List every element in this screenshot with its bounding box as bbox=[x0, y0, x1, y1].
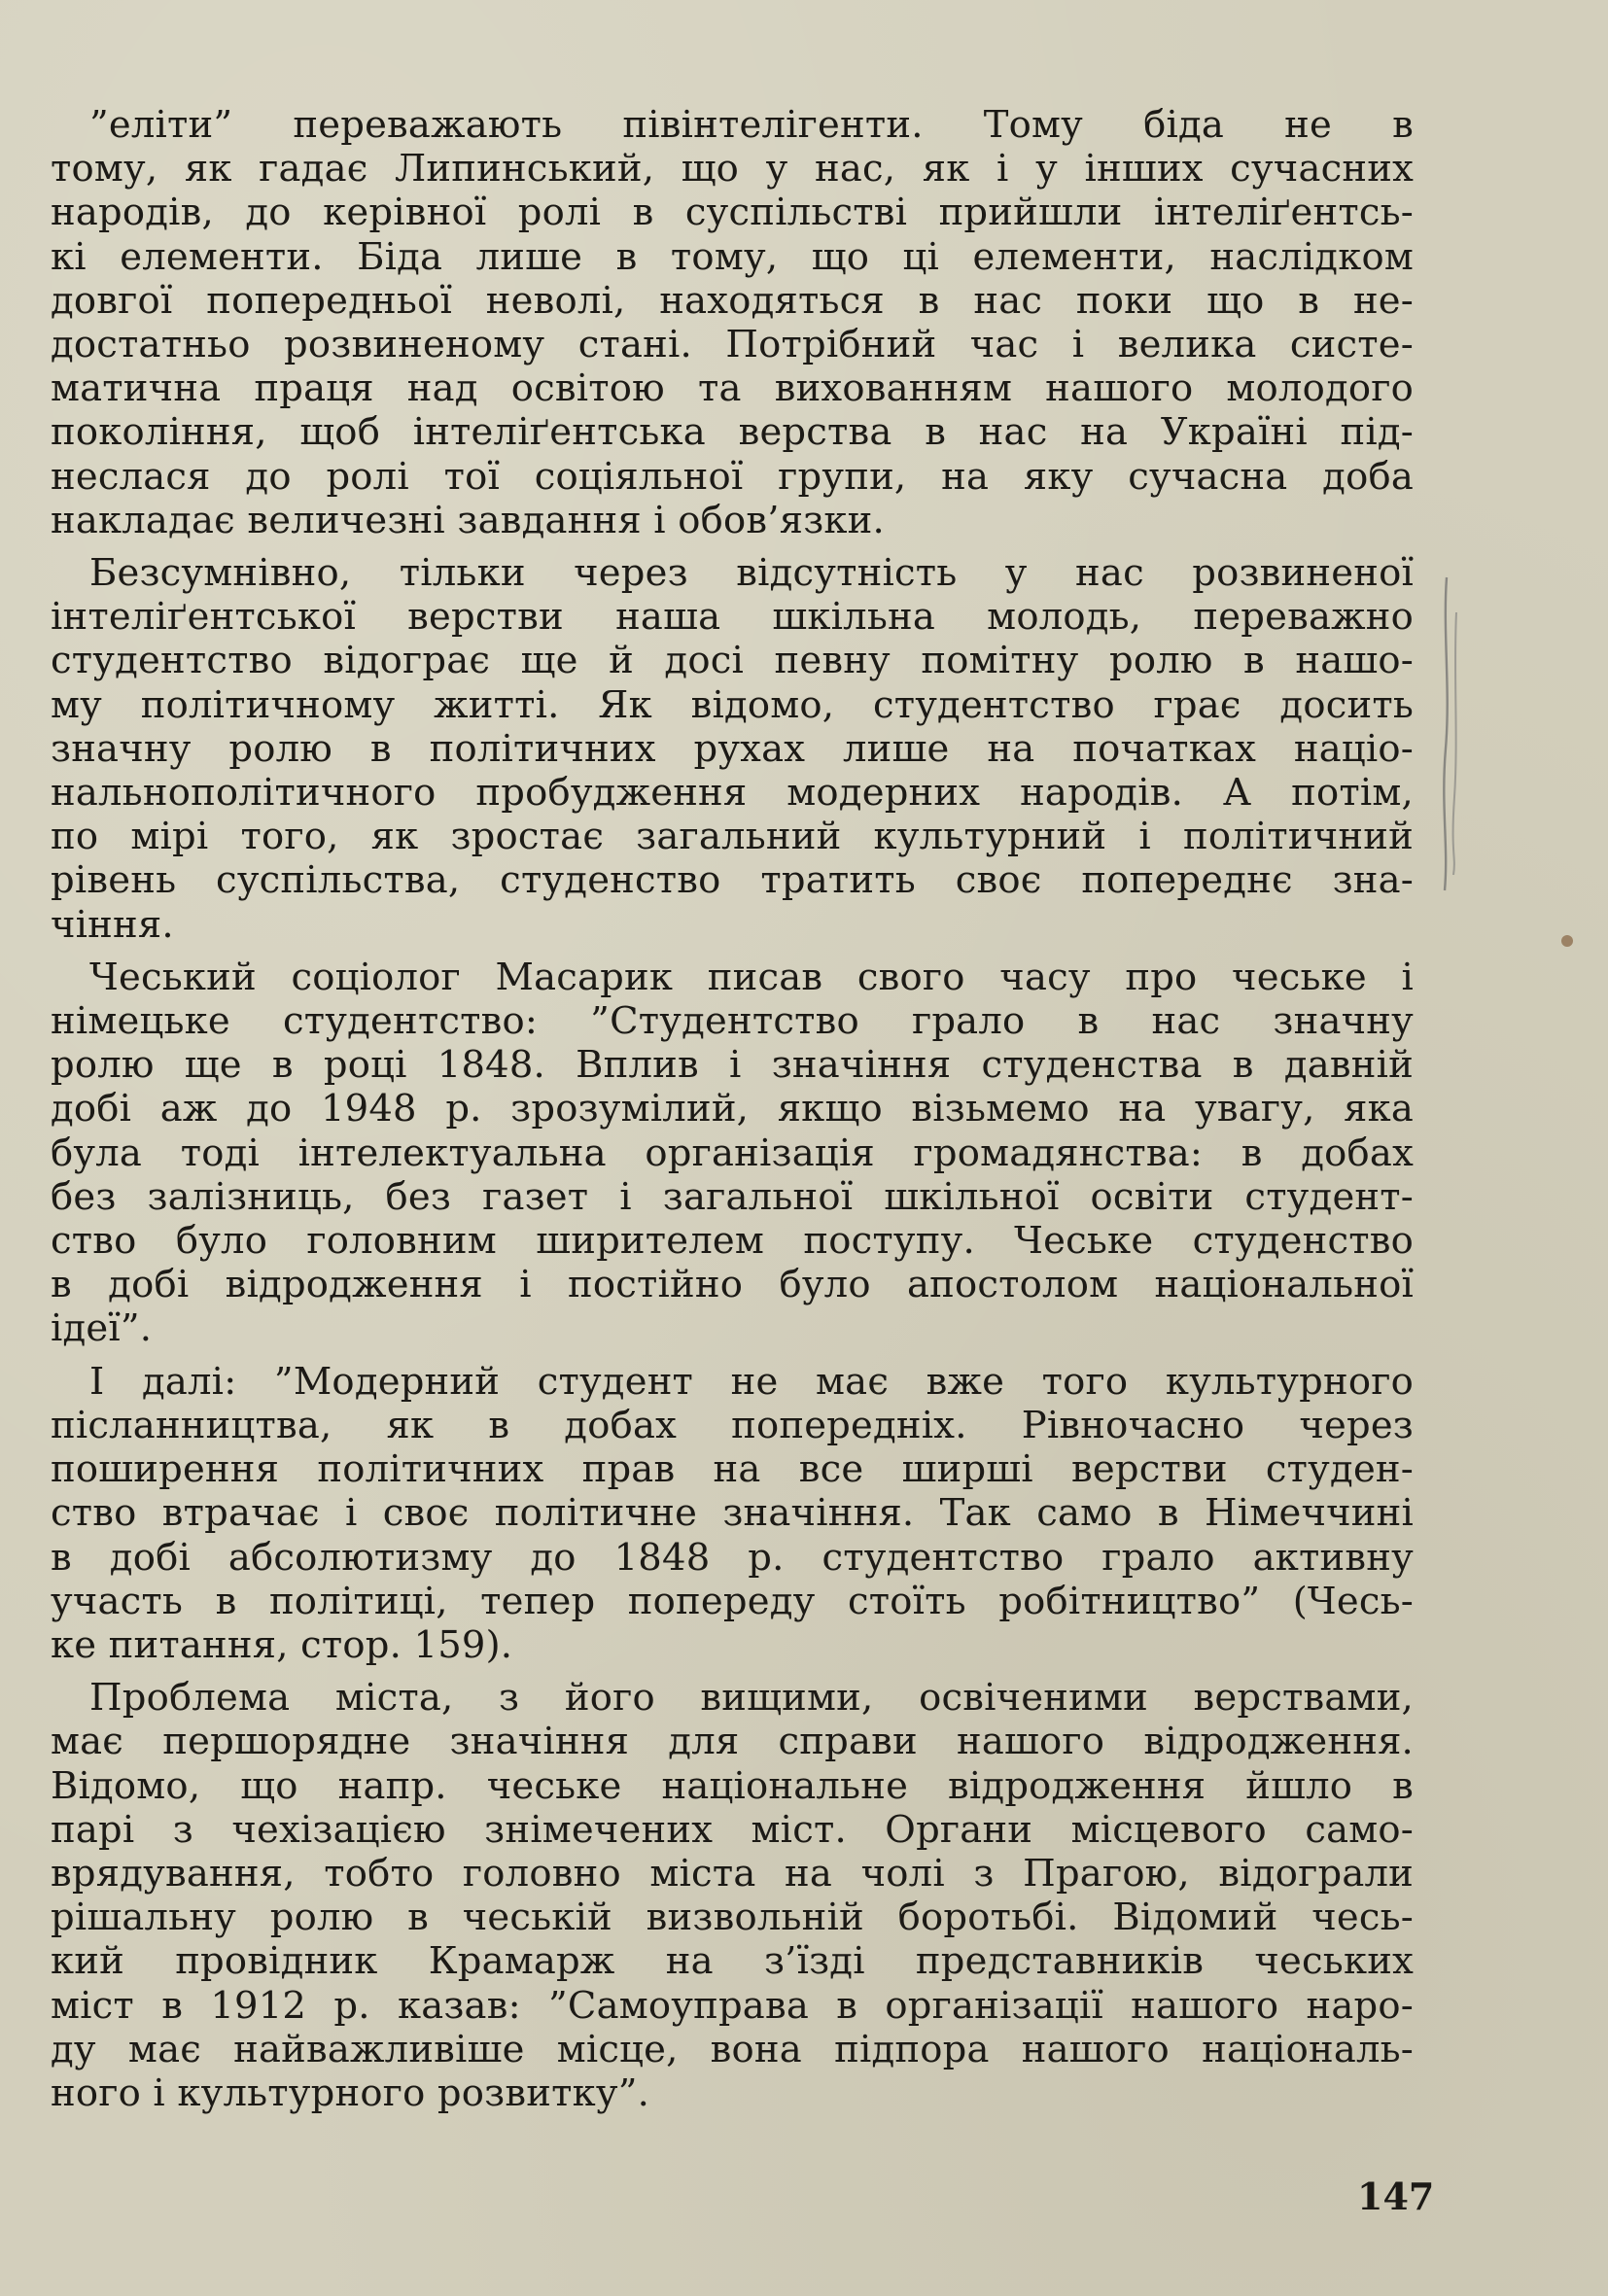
text-line: неслася до ролі тої соціяльної групи, на яку сучасна доба bbox=[51, 454, 1414, 499]
page-number: 147 bbox=[1357, 2174, 1435, 2218]
text-line: по мірі того, як зростає загальний культурний і політичний bbox=[51, 815, 1414, 859]
text-line: має першорядне значіння для справи нашого відродження. bbox=[51, 1720, 1414, 1764]
text-line: рівень суспільства, студенство тратить своє попереднє зна- bbox=[51, 858, 1414, 903]
paragraph bbox=[51, 551, 1414, 947]
text-line: ролю ще в році 1848. Вплив і значіння студенства в давній bbox=[51, 1043, 1414, 1088]
text-line: Відомо, що напр. чеське національне відродження йшло в bbox=[51, 1763, 1414, 1808]
text-line: в добі відродження і постійно було апостолом національної bbox=[51, 1263, 1414, 1307]
text-line: добі аж до 1948 р. зрозумілий, якщо візьмемо на увагу, яка bbox=[51, 1087, 1414, 1131]
text-line: кий провідник Крамарж на з’їзді представників чеських bbox=[51, 1939, 1414, 1984]
text-line: була тоді інтелектуальна організація громадянства: в добах bbox=[51, 1131, 1414, 1175]
text-line: Безсумнівно, тільки через відсутність у нас розвиненої bbox=[89, 551, 1414, 596]
text-line: рішальну ролю в чеській визвольній боротьбі. Відомий чесь- bbox=[51, 1896, 1414, 1940]
paragraph bbox=[51, 956, 1414, 1351]
paper-stain bbox=[1561, 935, 1573, 947]
text-line: німецьке студентство: ”Студентство грало в нас значну bbox=[51, 999, 1414, 1044]
text-line: ідеї”. bbox=[51, 1306, 153, 1351]
text-line: інтеліґентської верстви наша шкільна молодь, переважно bbox=[51, 595, 1414, 640]
text-line: достатньо розвиненому стані. Потрібний час і велика систе- bbox=[51, 323, 1414, 367]
text-line: тому, як гадає Липинський, що у нас, як і у інших сучасних bbox=[51, 147, 1414, 191]
text-line: ство було головним ширителем поступу. Чеське студенство bbox=[51, 1219, 1414, 1264]
text-line: без залізниць, без газет і загальної шкільної освіти студент- bbox=[51, 1174, 1414, 1219]
body-text bbox=[51, 103, 1414, 2115]
text-line: І далі: ”Модерний студент не має вже того культурного bbox=[89, 1359, 1414, 1404]
text-line: покоління, щоб інтеліґентська верства в нас на Україні під- bbox=[51, 410, 1414, 455]
text-line: міст в 1912 р. казав: ”Самоуправа в організації нашого наро- bbox=[51, 1983, 1414, 2028]
text-line: участь в політиці, тепер попереду стоїть робітництво” (Чесь- bbox=[51, 1579, 1414, 1623]
text-line: поширення політичних прав на все ширші верстви студен- bbox=[51, 1447, 1414, 1492]
text-line: Чеський соціолог Масарик писав свого часу про чеське і bbox=[89, 955, 1414, 999]
text-line: Проблема міста, з його вищими, освіченими верствами, bbox=[89, 1676, 1414, 1721]
paragraph bbox=[51, 1676, 1414, 2115]
text-line: післанництва, як в добах попередніх. Рівночасно через bbox=[51, 1403, 1414, 1447]
text-line: ду має найважливіше місце, вона підпора нашого національ- bbox=[51, 2027, 1414, 2071]
text-line: в добі абсолютизму до 1848 р. студентство грало активну bbox=[51, 1535, 1414, 1580]
pencil-margin-mark bbox=[1435, 574, 1464, 894]
text-line: ство втрачає і своє політичне значіння. Так само в Німеччині bbox=[51, 1491, 1414, 1536]
text-line: матична праця над освітою та вихованням нашого молодого bbox=[51, 366, 1414, 411]
paragraph bbox=[51, 103, 1414, 542]
text-line: значну ролю в політичних рухах лише на початках націо- bbox=[51, 726, 1414, 771]
text-line: ”еліти” переважають півінтелігенти. Тому біда не в bbox=[89, 103, 1414, 147]
text-line: нальнополітичного пробудження модерних народів. А потім, bbox=[51, 771, 1414, 816]
text-line: чіння. bbox=[51, 902, 174, 947]
text-line: парі з чехізацією знімечених міст. Органи місцевого само- bbox=[51, 1807, 1414, 1852]
text-line: ке питання, стор. 159). bbox=[51, 1622, 513, 1667]
text-line: накладає величезні завдання і обов’язки. bbox=[51, 498, 885, 542]
text-line: довгої попередньої неволі, находяться в нас поки що в не- bbox=[51, 278, 1414, 323]
text-line: студентство відограє ще й досі певну помітну ролю в нашо- bbox=[51, 639, 1414, 683]
text-line: кі елементи. Біда лише в тому, що ці елементи, наслідком bbox=[51, 234, 1414, 279]
text-line: му політичному житті. Як відомо, студентство грає досить bbox=[51, 682, 1414, 727]
text-line: врядування, тобто головно міста на чолі з Прагою, відограли bbox=[51, 1851, 1414, 1896]
paragraph bbox=[51, 1360, 1414, 1667]
text-line: народів, до керівної ролі в суспільстві прийшли інтеліґентсь- bbox=[51, 191, 1414, 235]
text-line: ного і культурного розвитку”. bbox=[51, 2070, 650, 2115]
